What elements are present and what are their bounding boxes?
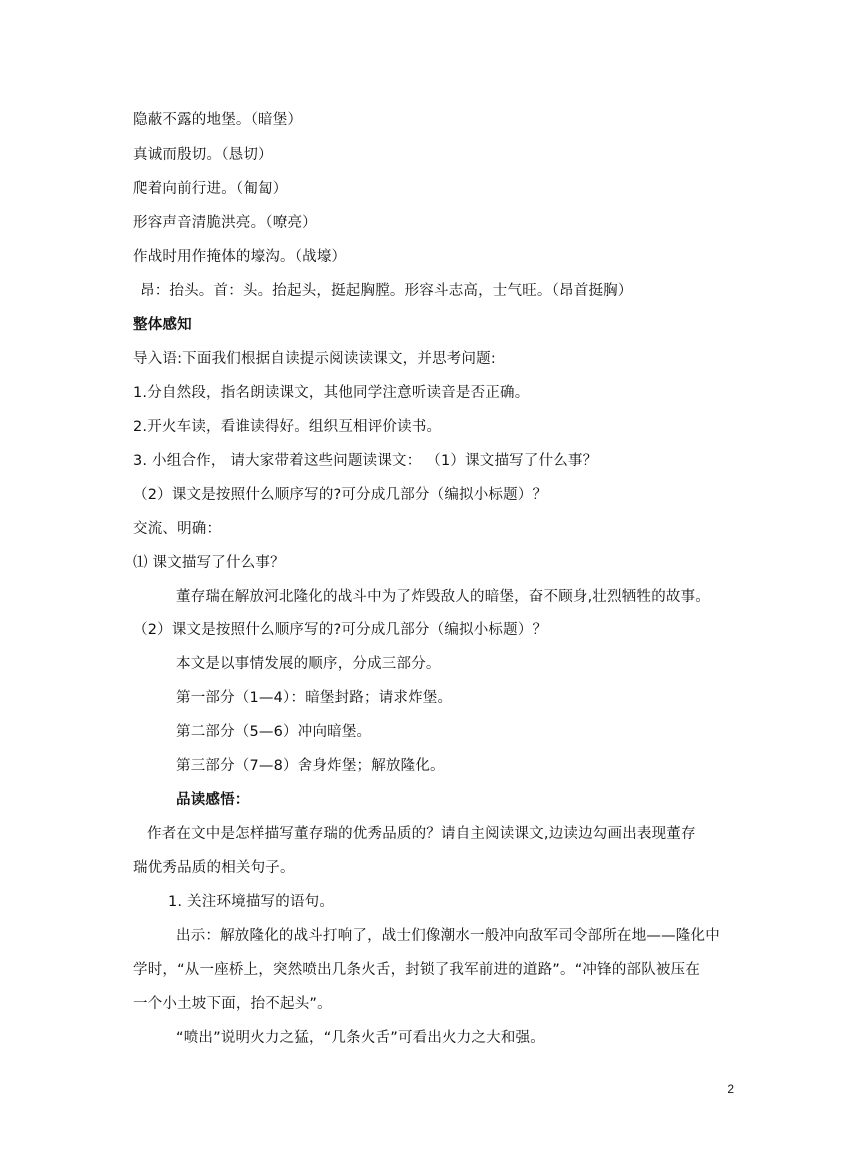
definition-line: 作战时用作掩体的壕沟。（战壕） [133,249,347,265]
section-heading: 整体感知 [133,317,192,333]
section-heading: 品读感悟： [176,792,250,808]
definition-line: 爬着向前行进。（匍匐） [133,181,288,197]
paragraph-line: 一个小土坡下面，抬不起头”。 [133,996,332,1012]
paragraph-line: 瑞优秀品质的相关句子。 [133,860,295,876]
paragraph-line: （2）课文是按照什么顺序写的?可分成几部分（编拟小标题）？ [133,487,548,503]
definition-line: 隐蔽不露的地堡。（暗堡） [133,112,303,128]
paragraph-line: ⑴ 课文描写了什么事？ [133,555,285,571]
paragraph-line: 本文是以事情发展的顺序，分成三部分。 [176,656,441,672]
paragraph-line: 董存瑞在解放河北隆化的战斗中为了炸毁敌人的暗堡，奋不顾身,壮烈牺牲的故事。 [176,589,711,605]
paragraph-line: （2）课文是按照什么顺序写的?可分成几部分（编拟小标题）？ [133,622,548,638]
definition-line: 昂：抬头。首：头。抬起头，挺起胸膛。形容斗志高，士气旺。（昂首挺胸） [140,283,633,299]
paragraph-line: 学时，“从一座桥上，突然喷出几条火舌，封锁了我军前进的道路”。“冲锋的部队被压在 [133,962,701,978]
paragraph-line: 1. 关注环境描写的语句。 [168,894,335,910]
definition-line: 形容声音清脆洪亮。（嘹亮） [133,215,317,231]
paragraph-line: 第一部分（1—4）：暗堡封路；请求炸堡。 [176,690,453,706]
paragraph-line: 出示：解放隆化的战斗打响了，战士们像潮水一般冲向敌军司令部所在地——隆化中 [176,928,720,944]
paragraph-line: 第三部分（7—8）舍身炸堡；解放隆化。 [176,758,445,774]
page-number: 2 [727,1082,734,1096]
paragraph-line: 交流、明确： [133,521,222,537]
definition-line: 真诚而殷切。（恳切） [133,147,273,163]
paragraph-line: 导入语:下面我们根据自读提示阅读读课文，并思考问题: [133,351,496,367]
paragraph-line: 2.开火车读，看谁读得好。组织互相评价读书。 [133,419,442,435]
paragraph-line: 3. 小组合作， 请大家带着这些问题读课文： （1）课文描写了什么事？ [133,453,598,469]
paragraph-line: “喷出”说明火力之猛，“几条火舌”可看出火力之大和强。 [176,1030,545,1046]
paragraph-line: 1.分自然段，指名朗读课文，其他同学注意听读音是否正确。 [133,385,530,401]
paragraph-line: 作者在文中是怎样描写董存瑞的优秀品质的？请自主阅读课文,边读边勾画出表现董存 [147,826,696,842]
paragraph-line: 第二部分（5—6）冲向暗堡。 [176,724,372,740]
